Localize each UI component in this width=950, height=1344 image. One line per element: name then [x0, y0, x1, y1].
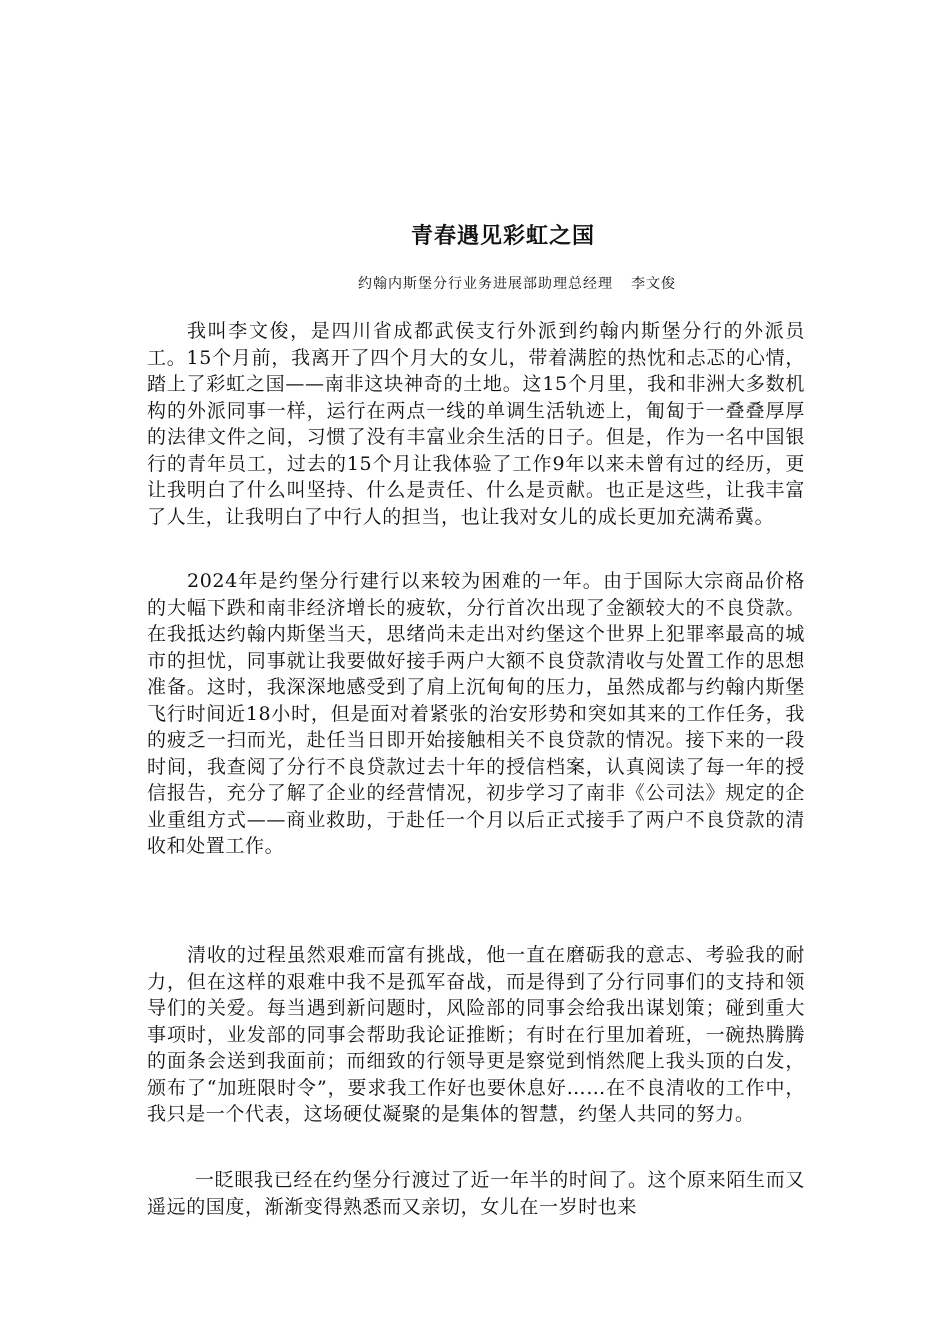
paragraph-1: 我叫李文俊，是四川省成都武侯支行外派到约翰内斯堡分行的外派员工。15个月前，我离开了四个月大的女儿，带着满腔的热忱和忐忑的心情，踏上了彩虹之国——南非这块神奇的土地。这15个月里，我和非洲大多数机构的外派同事一样，运行在两点一线的单调生活轨迹上，匍匐于一叠叠厚厚的法律文件之间，习惯了没有丰富业余生活的日子。但是，作为一名中国银行的青年员工，过去的15个月让我体验了工作9年以来未曾有过的经历，更让我明白了什么叫坚持、什么是责任、什么是贡献。也正是这些，让我丰富了人生，让我明白了中行人的担当，也让我对女儿的成长更加充满希冀。	[147, 320, 805, 528]
article-title: 青春遇见彩虹之国	[410, 223, 595, 249]
author-name: 李文俊	[631, 276, 676, 292]
paragraph-4: 一眨眼我已经在约堡分行渡过了近一年半的时间了。这个原来陌生而又遥远的国度，渐渐变得熟悉而又亲切，女儿在一岁时也来	[147, 1169, 805, 1218]
author-role: 约翰内斯堡分行业务进展部助理总经理	[358, 276, 613, 292]
paragraph-3: 清收的过程虽然艰难而富有挑战，他一直在磨砺我的意志、考验我的耐力，但在这样的艰难中我不是孤军奋战，而是得到了分行同事们的支持和领导们的关爱。每当遇到新问题时，风险部的同事会给我出谋划策；碰到重大事项时，业发部的同事会帮助我论证推断；有时在行里加着班，一碗热腾腾的面条会送到我面前；而细致的行领导更是察觉到悄然爬上我头顶的白发，颁布了“加班限时令”，要求我工作好也要休息好……在不良清收的工作中，我只是一个代表，这场硬仗凝聚的是集体的智慧，约堡人共同的努力。	[147, 944, 805, 1125]
author-line	[358, 274, 676, 294]
paragraph-2: 2024年是约堡分行建行以来较为困难的一年。由于国际大宗商品价格的大幅下跌和南非经济增长的疲软，分行首次出现了金额较大的不良贷款。在我抵达约翰内斯堡当天，思绪尚未走出对约堡这个世界上犯罪率最高的城市的担忧，同事就让我要做好接手两户大额不良贷款清收与处置工作的思想准备。这时，我深深地感受到了肩上沉甸甸的压力，虽然成都与约翰内斯堡飞行时间近18小时，但是面对着紧张的治安形势和突如其来的工作任务，我的疲乏一扫而光，赴任当日即开始接触相关不良贷款的情况。接下来的一段时间，我查阅了分行不良贷款过去十年的授信档案，认真阅读了每一年的授信报告，充分了解了企业的经营情况，初步学习了南非《公司法》规定的企业重组方式——商业救助，于赴任一个月以后正式接手了两户不良贷款的清收和处置工作。	[147, 570, 805, 857]
